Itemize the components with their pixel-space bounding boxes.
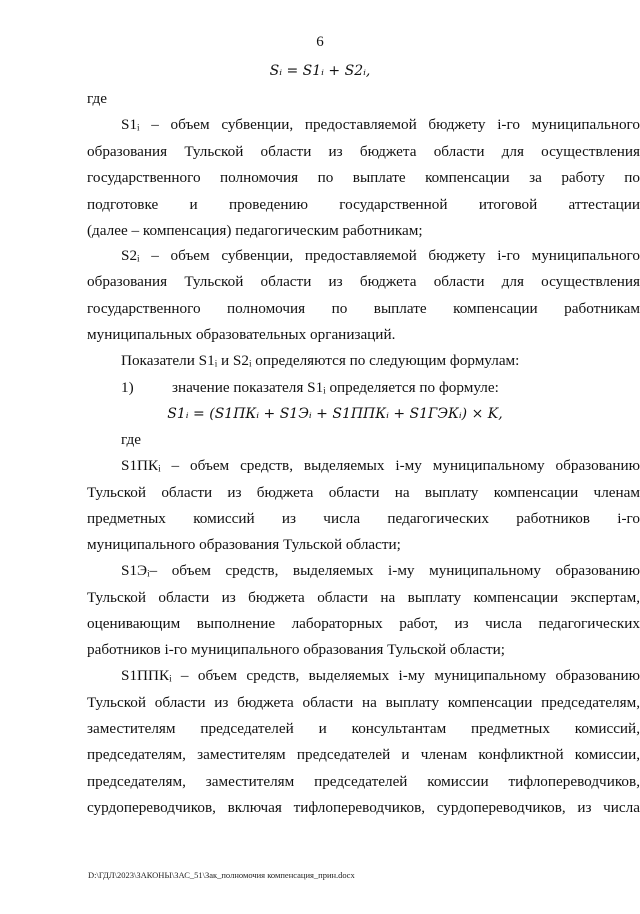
text-line: председателям, заместителям председателей комиссии тифлопереводчиков, bbox=[87, 773, 640, 790]
text-line: Тульской области из бюджета области на выплату компенсации членам bbox=[87, 484, 640, 501]
text-line: (далее – компенсация) педагогическим работникам; bbox=[87, 222, 423, 239]
text-line: оценивающим выполнение лабораторных работ, из числа педагогических bbox=[87, 615, 640, 632]
page-number: 6 bbox=[316, 34, 324, 50]
text-line: муниципального образования Тульской области; bbox=[87, 536, 401, 553]
text-line: предметных комиссий из числа педагогических работников i-го bbox=[87, 510, 640, 527]
indicators-line: Показатели S1ᵢ и S2ᵢ определяются по следующим формулам: bbox=[121, 352, 520, 369]
text-line: S2ᵢ – объем субвенции, предоставляемой бюджету i-го муниципального bbox=[121, 247, 640, 264]
text-line: государственного полномочия по выплате компенсации за работу по bbox=[87, 169, 640, 186]
where-label-1: где bbox=[87, 90, 107, 107]
footer-file-path: D:\ГДЛ\2023\ЗАКОНЫ\ЗАС_51\Зак_полномочия компенсация_прин.docx bbox=[88, 870, 355, 880]
text-line: подготовке и проведению государственной итоговой аттестации bbox=[87, 196, 640, 213]
text-line: сурдопереводчиков, включая тифлопереводчиков, сурдопереводчиков, из числа bbox=[87, 799, 640, 816]
text-line: Тульской области из бюджета области на выплату компенсации председателям, bbox=[87, 694, 640, 711]
text-line: S1ᵢ – объем субвенции, предоставляемой бюджету i-го муниципального bbox=[121, 116, 640, 133]
formula-s1: S1ᵢ = (S1ПКᵢ + S1Эᵢ + S1ППКᵢ + S1ГЭКᵢ) × K, bbox=[167, 406, 503, 422]
text-line: работников i-го муниципального образования Тульской области; bbox=[87, 641, 505, 658]
text-line: S1ППКᵢ – объем средств, выделяемых i-му муниципальному образованию bbox=[121, 667, 640, 684]
text-line: образования Тульской области из бюджета области для осуществления bbox=[87, 273, 640, 290]
list-item-text: значение показателя S1ᵢ определяется по формуле: bbox=[172, 379, 499, 396]
list-item-number: 1) bbox=[121, 379, 134, 396]
text-line: председателям, заместителям председателей и членам конфликтной комиссии, bbox=[87, 746, 640, 763]
text-line: Тульской области из бюджета области на выплату компенсации экспертам, bbox=[87, 589, 640, 606]
text-line: S1Эᵢ– объем средств, выделяемых i-му муниципальному образованию bbox=[121, 562, 640, 579]
text-line: заместителям председателей и консультантам предметных комиссий, bbox=[87, 720, 640, 737]
text-line: муниципальных образовательных организаций. bbox=[87, 326, 396, 343]
text-line: государственного полномочия по выплате компенсации работникам bbox=[87, 300, 640, 317]
where-label-2: где bbox=[121, 431, 141, 448]
formula-main: Sᵢ = S1ᵢ + S2ᵢ, bbox=[269, 63, 371, 79]
text-line: образования Тульской области из бюджета области для осуществления bbox=[87, 143, 640, 160]
text-line: S1ПКᵢ – объем средств, выделяемых i-му муниципальному образованию bbox=[121, 457, 640, 474]
